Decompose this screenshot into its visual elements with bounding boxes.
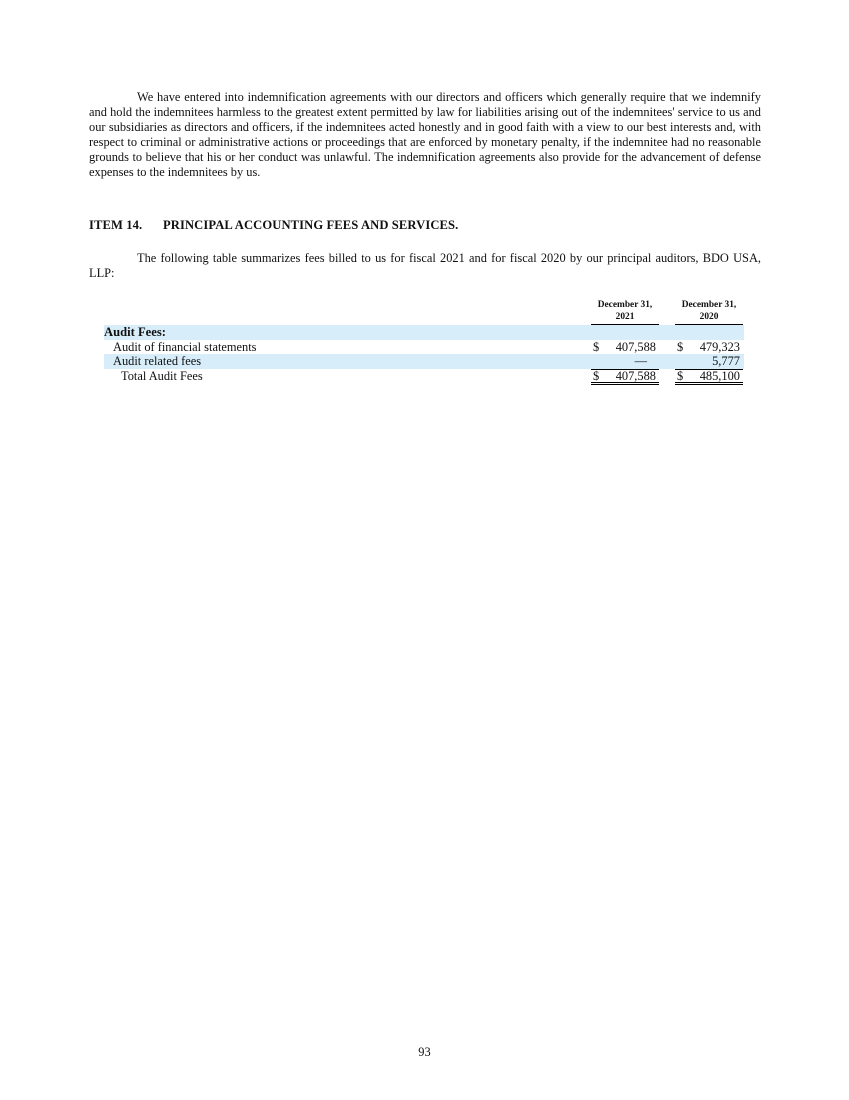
total-amount: 407,588 (615, 369, 656, 384)
column-header-2021 (591, 299, 659, 325)
table-header (104, 299, 744, 325)
currency-symbol: $ (677, 339, 684, 354)
table-row (104, 340, 744, 355)
amount: — (634, 354, 647, 369)
amount: 479,323 (699, 339, 740, 354)
row-label: Audit of financial statements (113, 339, 257, 354)
currency-symbol: $ (593, 369, 600, 384)
cell-2020 (675, 354, 743, 370)
column-header-year: 2021 (615, 312, 635, 322)
total-label: Total Audit Fees (121, 369, 203, 384)
item-14-heading (89, 218, 458, 233)
table-total-row (104, 369, 744, 384)
table-section-header-row (104, 325, 744, 340)
row-label: Audit related fees (113, 354, 202, 369)
amount: 407,588 (615, 339, 656, 354)
amount: 5,777 (712, 354, 740, 369)
column-header-year: 2020 (699, 312, 719, 322)
column-header-2020 (675, 299, 743, 325)
total-amount: 485,100 (699, 369, 740, 384)
total-cell-2020 (675, 369, 743, 385)
item-number: ITEM 14. (89, 218, 143, 232)
total-cell-2021 (591, 369, 659, 385)
fees-intro-paragraph: The following table summarizes fees billed to us for fiscal 2021 and for fiscal 2020 by our principal auditors, BDO USA, LLP: (89, 251, 761, 280)
section-header-label: Audit Fees: (104, 325, 166, 339)
cell-2021 (591, 340, 659, 355)
indemnification-paragraph: We have entered into indemnification agreements with our directors and officers which generally require that we indemnify and hold the indemnitees harmless to the greatest extent permitted by law for liabilities arising out of the indemnitees' service to us and our subsidiaries as directors and officers, if the indemnitees acted honestly and in good faith with a view to our best interests and, with respect to criminal or administrative actions or proceedings that are enforced by monetary penalty, if the indemnitee had no reasonable grounds to believe that his or her conduct was unlawful. The indemnification agreements also provide for the advancement of defense expenses to the indemnitees by us. (89, 90, 761, 179)
column-header-line: December 31, (597, 300, 653, 310)
page-number: 93 (418, 1045, 431, 1059)
cell-2021 (591, 354, 659, 370)
column-header-line: December 31, (681, 300, 737, 310)
currency-symbol: $ (593, 339, 600, 354)
cell-2020 (675, 340, 743, 355)
item-title: PRINCIPAL ACCOUNTING FEES AND SERVICES. (163, 218, 459, 232)
table-row (104, 354, 744, 369)
audit-fees-table (104, 299, 744, 384)
currency-symbol: $ (677, 369, 684, 384)
